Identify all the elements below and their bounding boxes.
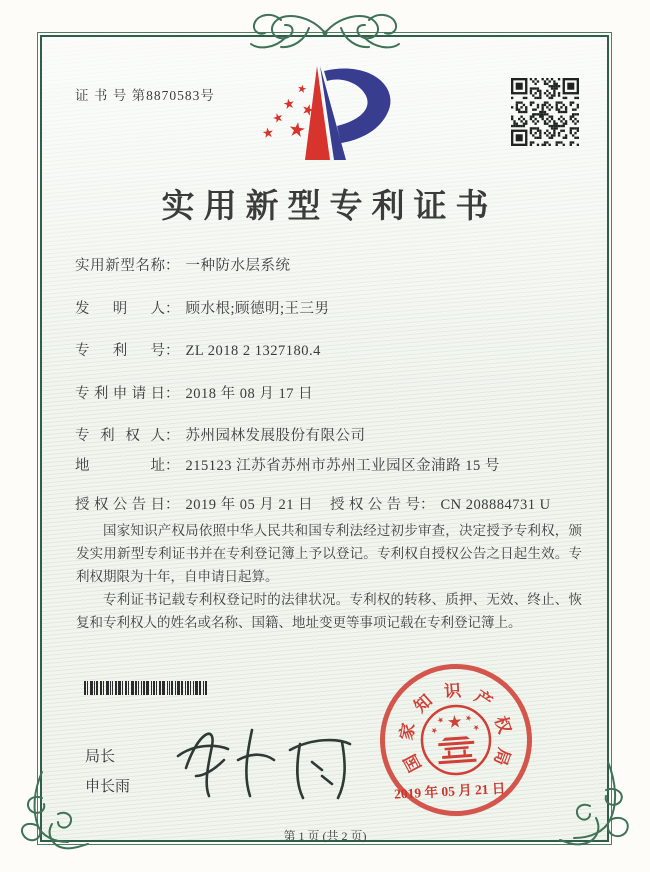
legal-paragraph-1: 国家知识产权局依照中华人民共和国专利法经过初步审查，决定授予专利权，颁发实用新型专利证书并在专利登记簿上予以登记。专利权自授权公告之日起生效。专利权期限为十年，自申请日起算。 — [76, 523, 582, 584]
field-value: 一种防水层系统 — [185, 258, 291, 274]
field-value: ZL 2018 2 1327180.4 — [185, 343, 321, 359]
director-name: 申长雨 — [85, 779, 131, 795]
field-value: 顾水根;顾德明;王三男 — [185, 301, 330, 317]
field-label: 专利号 — [75, 343, 165, 359]
field-utility-model-name: 实用新型名称： 一种防水层系统 — [75, 254, 590, 275]
field-inventors: 发明人： 顾水根;顾德明;王三男 — [75, 297, 590, 318]
field-grant-number: 授权公告号： CN 208884731 U — [330, 493, 551, 514]
field-label: 专利权人 — [75, 428, 165, 444]
field-filing-date: 专利申请日： 2018 年 08 月 17 日 — [75, 382, 590, 403]
field-label: 专利申请日 — [75, 386, 165, 402]
field-patent-number: 专利号： ZL 2018 2 1327180.4 — [75, 339, 590, 360]
field-value: 苏州园林发展股份有限公司 — [185, 428, 366, 444]
field-grant-date-and-number: 授权公告日： 2019 年 05 月 21 日 授权公告号： CN 208884731 U — [75, 493, 590, 514]
field-patentee: 专利权人： 苏州园林发展股份有限公司 — [75, 424, 590, 445]
field-label: 地址 — [75, 458, 165, 474]
field-address: 地址： 215123 江苏省苏州市苏州工业园区金浦路 15 号 — [75, 454, 590, 475]
seal-ring-text: 国 家 知 识 产 权 局 — [396, 681, 515, 775]
director-title: 局长 — [85, 749, 116, 765]
field-label: 授权公告日 — [75, 497, 165, 513]
field-value: CN 208884731 U — [440, 497, 551, 513]
top-border-ornament-icon — [215, 6, 435, 58]
director-signature-icon — [172, 716, 362, 811]
field-label: 授权公告号 — [330, 497, 420, 513]
field-label: 实用新型名称 — [75, 258, 165, 274]
field-label: 发明人 — [75, 301, 165, 317]
certificate-title: 实用新型专利证书 — [161, 189, 498, 225]
certificate-number: 证 书 号 第8870583号 — [75, 88, 215, 103]
barcode — [84, 681, 249, 695]
cnipa-logo-icon — [253, 60, 403, 170]
field-value: 2018 年 08 月 17 日 — [185, 386, 314, 402]
director-block — [85, 742, 130, 802]
field-value: 215123 江苏省苏州市苏州工业园区金浦路 15 号 — [185, 458, 500, 474]
qr-code — [511, 78, 579, 146]
national-emblem-icon — [417, 701, 496, 780]
legal-paragraph-2: 专利证书记载专利权登记时的法律状况。专利权的转移、质押、无效、终止、恢复和专利权人的姓名或名称、国籍、地址变更等事项记载在专利登记簿上。 — [76, 592, 582, 630]
page-number: 第 1 页 (共 2 页) — [283, 829, 367, 843]
seal-date: 2019 年 05 月 21 日 — [393, 780, 506, 802]
field-value: 2019 年 05 月 21 日 — [185, 497, 314, 513]
legal-statement — [76, 519, 582, 634]
